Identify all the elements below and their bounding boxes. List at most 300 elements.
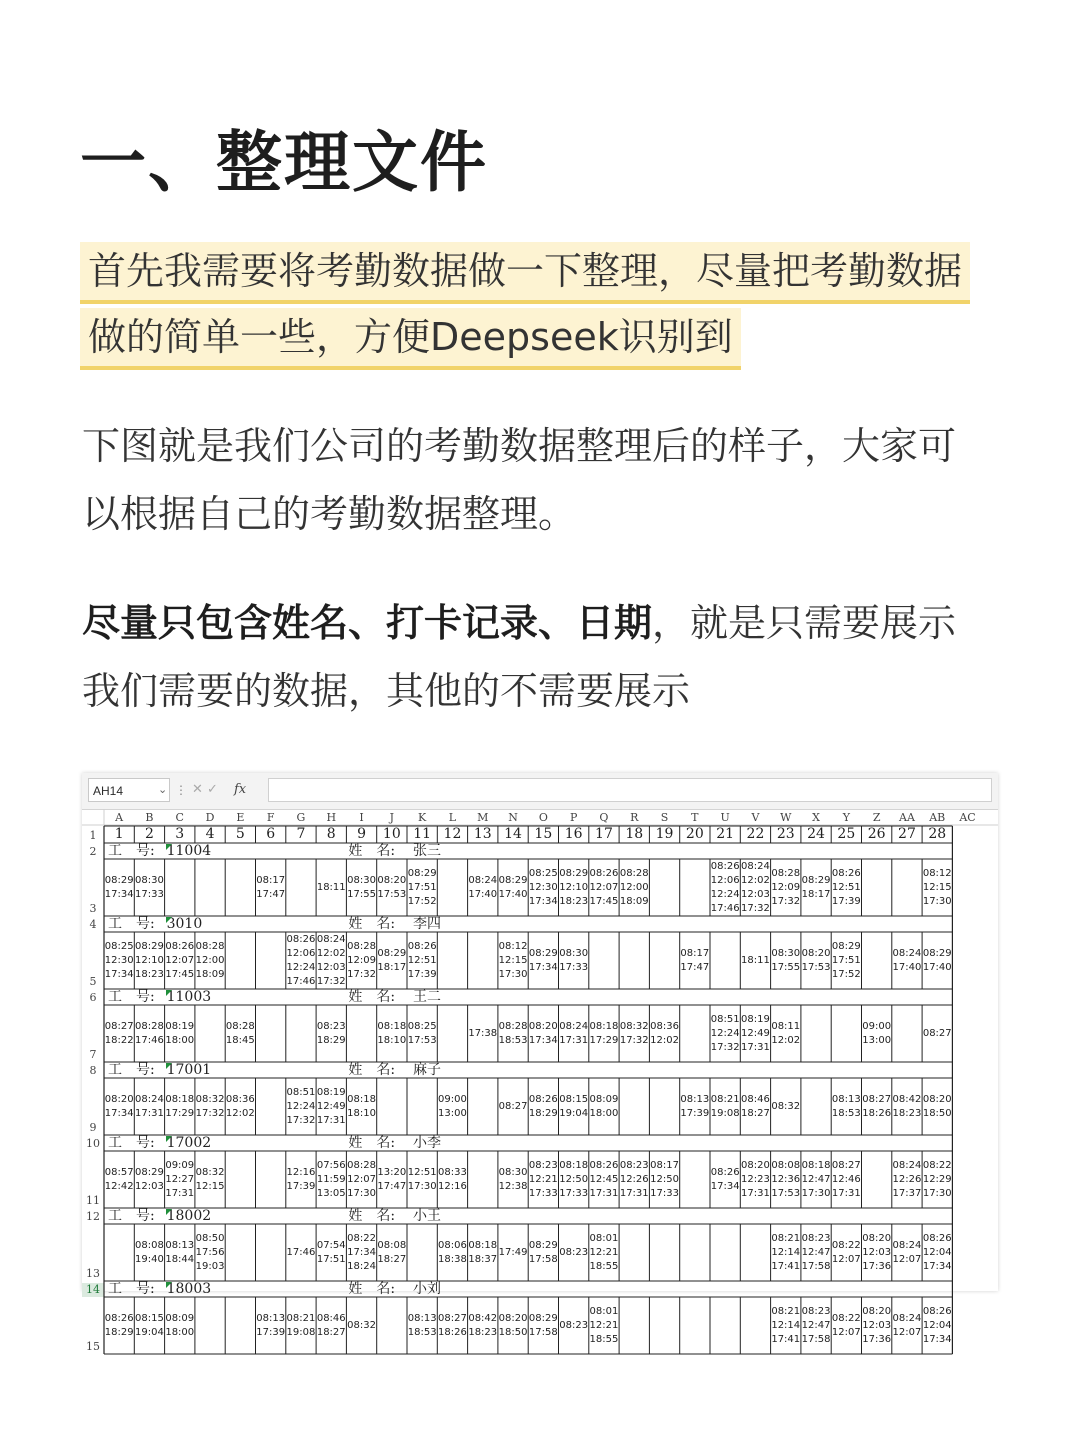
punch-cell[interactable] bbox=[316, 1151, 346, 1208]
punch-cell[interactable] bbox=[862, 1224, 892, 1281]
punch-time: 12:50 bbox=[650, 1173, 679, 1185]
punch-cell[interactable] bbox=[195, 1151, 225, 1208]
punch-time: 17:40 bbox=[498, 888, 528, 900]
row-number[interactable]: 12 bbox=[86, 1210, 100, 1223]
punch-time: 12:07 bbox=[892, 1253, 922, 1265]
column-header-l[interactable]: L bbox=[448, 811, 457, 824]
punch-cell[interactable] bbox=[407, 1151, 437, 1208]
chevron-down-icon[interactable]: ⌄ bbox=[158, 783, 168, 796]
punch-cell[interactable] bbox=[559, 1224, 589, 1281]
more-options-icon[interactable]: ⋮ bbox=[175, 783, 187, 797]
punch-cell[interactable] bbox=[559, 1297, 589, 1354]
punch-time: 17:30 bbox=[922, 895, 952, 907]
column-header-q[interactable]: Q bbox=[599, 811, 609, 824]
row-number[interactable]: 3 bbox=[89, 902, 97, 915]
punch-time: 12:24 bbox=[286, 1100, 316, 1112]
punch-cell[interactable] bbox=[740, 932, 770, 989]
punch-cell[interactable] bbox=[407, 1005, 437, 1062]
punch-time: 17:49 bbox=[498, 1246, 528, 1258]
punch-cell[interactable] bbox=[346, 1151, 376, 1208]
employee-id-value[interactable]: 18003 bbox=[166, 1281, 212, 1297]
punch-cell[interactable] bbox=[589, 859, 619, 916]
row-number[interactable]: 10 bbox=[86, 1137, 100, 1150]
punch-cell[interactable] bbox=[195, 1078, 225, 1135]
punch-cell[interactable] bbox=[801, 932, 831, 989]
column-header-x[interactable]: X bbox=[812, 811, 820, 824]
column-header-h[interactable]: H bbox=[326, 811, 337, 824]
punch-time: 12:46 bbox=[831, 1173, 861, 1185]
punch-time: 12:00 bbox=[619, 881, 649, 893]
punch-cell[interactable] bbox=[892, 1224, 922, 1281]
punch-cell[interactable] bbox=[862, 1297, 892, 1354]
row-number[interactable]: 9 bbox=[89, 1121, 97, 1134]
punch-time: 12:21 bbox=[528, 1173, 558, 1185]
punch-cell[interactable] bbox=[468, 1224, 498, 1281]
punch-time: 08:09 bbox=[589, 1093, 619, 1105]
punch-cell[interactable] bbox=[407, 932, 437, 989]
punch-cell[interactable] bbox=[559, 859, 589, 916]
punch-cell[interactable] bbox=[831, 932, 861, 989]
punch-cell[interactable] bbox=[559, 1151, 589, 1208]
day-number[interactable]: 1 bbox=[114, 826, 124, 842]
employee-name-value[interactable]: 小刘 bbox=[413, 1281, 441, 1297]
punch-time: 08:30 bbox=[347, 874, 376, 886]
punch-cell[interactable] bbox=[922, 932, 952, 989]
punch-cell[interactable] bbox=[316, 1005, 346, 1062]
column-header-ac[interactable]: AC bbox=[959, 811, 976, 824]
punch-cell[interactable] bbox=[407, 1297, 437, 1354]
punch-cell[interactable] bbox=[286, 932, 316, 989]
punch-time: 18:27 bbox=[316, 1326, 346, 1338]
row-number[interactable]: 2 bbox=[89, 845, 97, 858]
day-number[interactable]: 27 bbox=[898, 826, 916, 842]
punch-cell[interactable] bbox=[528, 859, 558, 916]
punch-cell[interactable] bbox=[104, 1297, 134, 1354]
day-number[interactable]: 12 bbox=[443, 826, 462, 842]
employee-id-value[interactable]: 18002 bbox=[166, 1208, 212, 1224]
punch-cell[interactable] bbox=[589, 1151, 619, 1208]
punch-cell[interactable] bbox=[710, 1078, 740, 1135]
punch-cell[interactable] bbox=[346, 1224, 376, 1281]
punch-time: 18:23 bbox=[468, 1326, 498, 1338]
punch-time: 17:31 bbox=[589, 1187, 619, 1199]
column-header-y[interactable]: Y bbox=[842, 811, 850, 824]
punch-cell[interactable] bbox=[104, 859, 134, 916]
punch-cell[interactable] bbox=[104, 932, 134, 989]
punch-cell[interactable] bbox=[165, 1297, 195, 1354]
punch-time: 12:02 bbox=[771, 1034, 801, 1046]
punch-cell[interactable] bbox=[195, 932, 225, 989]
punch-time: 08:27 bbox=[498, 1100, 528, 1112]
punch-cell[interactable] bbox=[498, 1078, 528, 1135]
punch-cell[interactable] bbox=[922, 1078, 952, 1135]
punch-cell[interactable] bbox=[286, 1151, 316, 1208]
punch-cell[interactable] bbox=[892, 1078, 922, 1135]
day-number[interactable]: 16 bbox=[564, 826, 583, 842]
row-number[interactable]: 13 bbox=[86, 1267, 100, 1280]
row-number[interactable]: 6 bbox=[89, 991, 97, 1004]
punch-time: 08:26 bbox=[922, 1232, 952, 1244]
punch-cell[interactable] bbox=[831, 859, 861, 916]
column-header-z[interactable]: Z bbox=[872, 811, 881, 824]
column-header-o[interactable]: O bbox=[538, 811, 548, 824]
punch-cell[interactable] bbox=[528, 932, 558, 989]
day-number[interactable]: 9 bbox=[357, 826, 366, 842]
punch-time: 08:12 bbox=[498, 940, 528, 952]
column-header-n[interactable]: N bbox=[508, 811, 518, 824]
row-number[interactable]: 7 bbox=[89, 1048, 97, 1061]
punch-cell[interactable] bbox=[680, 932, 710, 989]
employee-name-label[interactable]: 姓 名: bbox=[348, 989, 396, 1005]
employee-name-label[interactable]: 姓 名: bbox=[348, 1281, 396, 1297]
employee-id-label[interactable]: 工 号: bbox=[108, 916, 155, 932]
day-number[interactable]: 26 bbox=[867, 826, 886, 842]
employee-id-value[interactable]: 11004 bbox=[166, 843, 212, 859]
punch-cell[interactable] bbox=[134, 1151, 164, 1208]
punch-cell[interactable] bbox=[468, 1297, 498, 1354]
employee-id-label[interactable]: 工 号: bbox=[108, 1062, 155, 1078]
punch-time: 08:20 bbox=[498, 1312, 528, 1324]
punch-cell[interactable] bbox=[710, 1005, 740, 1062]
row-number[interactable]: 1 bbox=[89, 829, 97, 842]
employee-name-value[interactable]: 麻子 bbox=[413, 1062, 441, 1078]
punch-time: 08:27 bbox=[862, 1093, 892, 1105]
employee-name-value[interactable]: 王二 bbox=[413, 989, 441, 1005]
punch-cell[interactable] bbox=[165, 1151, 195, 1208]
punch-cell[interactable] bbox=[922, 859, 952, 916]
punch-time: 18:29 bbox=[316, 1034, 346, 1046]
column-header-w[interactable]: W bbox=[780, 811, 792, 824]
punch-cell[interactable] bbox=[801, 859, 831, 916]
punch-cell[interactable] bbox=[316, 932, 346, 989]
punch-time: 17:31 bbox=[135, 1107, 164, 1119]
punch-time: 08:29 bbox=[528, 947, 558, 959]
punch-cell[interactable] bbox=[892, 932, 922, 989]
punch-cell[interactable] bbox=[134, 1005, 164, 1062]
cancel-confirm-icons[interactable]: ✕ ✓ bbox=[192, 782, 218, 797]
punch-time: 18:23 bbox=[892, 1107, 922, 1119]
employee-name-value[interactable]: 张三 bbox=[413, 843, 441, 859]
column-header-v[interactable]: V bbox=[751, 811, 760, 824]
punch-cell[interactable] bbox=[922, 1151, 952, 1208]
punch-cell[interactable] bbox=[498, 859, 528, 916]
employee-id-label[interactable]: 工 号: bbox=[108, 989, 155, 1005]
employee-name-value[interactable]: 李四 bbox=[413, 916, 441, 932]
employee-name-value[interactable]: 小王 bbox=[413, 1208, 441, 1224]
employee-id-label[interactable]: 工 号: bbox=[108, 843, 155, 859]
punch-time: 08:26 bbox=[710, 860, 740, 872]
punch-cell[interactable] bbox=[740, 1151, 770, 1208]
employee-id-value[interactable]: 17001 bbox=[166, 1062, 212, 1078]
punch-cell[interactable] bbox=[528, 1078, 558, 1135]
column-header-s[interactable]: S bbox=[660, 811, 669, 824]
punch-cell[interactable] bbox=[316, 1224, 346, 1281]
punch-cell[interactable] bbox=[498, 932, 528, 989]
row-number[interactable]: 15 bbox=[86, 1340, 100, 1353]
employee-id-label[interactable]: 工 号: bbox=[108, 1135, 155, 1151]
employee-id-value[interactable]: 11003 bbox=[166, 989, 212, 1005]
punch-time: 08:26 bbox=[104, 1312, 134, 1324]
punch-time: 08:28 bbox=[135, 1020, 164, 1032]
punch-cell[interactable] bbox=[134, 859, 164, 916]
punch-cell[interactable] bbox=[225, 1078, 255, 1135]
punch-cell[interactable] bbox=[437, 1078, 467, 1135]
punch-cell[interactable] bbox=[377, 1224, 407, 1281]
number-as-text-indicator bbox=[166, 1063, 172, 1069]
column-header-t[interactable]: T bbox=[691, 811, 699, 824]
punch-cell[interactable] bbox=[831, 1151, 861, 1208]
column-header-b[interactable]: B bbox=[145, 811, 154, 824]
day-number[interactable]: 10 bbox=[382, 826, 401, 842]
punch-cell[interactable] bbox=[134, 1078, 164, 1135]
punch-time: 19:08 bbox=[286, 1326, 316, 1338]
punch-cell[interactable] bbox=[225, 1005, 255, 1062]
punch-cell[interactable] bbox=[771, 932, 801, 989]
punch-cell[interactable] bbox=[468, 1005, 498, 1062]
day-number[interactable]: 15 bbox=[534, 826, 553, 842]
day-number[interactable]: 14 bbox=[504, 826, 522, 842]
day-number[interactable]: 18 bbox=[625, 826, 644, 842]
punch-cell[interactable] bbox=[740, 859, 770, 916]
punch-cell[interactable] bbox=[498, 1224, 528, 1281]
punch-cell[interactable] bbox=[589, 1224, 619, 1281]
punch-cell[interactable] bbox=[437, 1151, 467, 1208]
punch-time: 08:20 bbox=[862, 1232, 892, 1244]
column-header-a[interactable]: A bbox=[115, 811, 124, 824]
punch-time: 08:19 bbox=[165, 1020, 195, 1032]
punch-cell[interactable] bbox=[407, 859, 437, 916]
employee-name-value[interactable]: 小李 bbox=[413, 1135, 441, 1151]
punch-cell[interactable] bbox=[346, 1297, 376, 1354]
column-header-i[interactable]: I bbox=[359, 811, 364, 824]
punch-time: 08:13 bbox=[831, 1093, 861, 1105]
day-number[interactable]: 2 bbox=[144, 826, 154, 842]
punch-time: 17:53 bbox=[407, 1034, 437, 1046]
punch-cell[interactable] bbox=[619, 1005, 649, 1062]
employee-name-label[interactable]: 姓 名: bbox=[348, 1062, 396, 1078]
employee-name-label[interactable]: 姓 名: bbox=[348, 843, 396, 859]
punch-time: 17:31 bbox=[165, 1187, 195, 1199]
punch-time: 18:55 bbox=[589, 1333, 619, 1345]
employee-id-label[interactable]: 工 号: bbox=[108, 1281, 155, 1297]
column-header-aa[interactable]: AA bbox=[899, 811, 915, 824]
punch-cell[interactable] bbox=[528, 1151, 558, 1208]
day-number[interactable]: 11 bbox=[413, 826, 432, 842]
column-header-j[interactable]: J bbox=[389, 811, 395, 824]
punch-time: 18:11 bbox=[316, 881, 346, 893]
punch-cell[interactable] bbox=[104, 1151, 134, 1208]
punch-cell[interactable] bbox=[771, 1151, 801, 1208]
punch-cell[interactable] bbox=[862, 1005, 892, 1062]
punch-time: 12:04 bbox=[922, 1246, 952, 1258]
day-number[interactable]: 13 bbox=[473, 826, 492, 842]
punch-cell[interactable] bbox=[316, 859, 346, 916]
punch-time: 17:55 bbox=[347, 888, 376, 900]
punch-cell[interactable] bbox=[377, 859, 407, 916]
punch-time: 08:18 bbox=[347, 1093, 376, 1105]
punch-cell[interactable] bbox=[740, 1078, 770, 1135]
day-number[interactable]: 23 bbox=[776, 826, 795, 842]
day-number[interactable]: 6 bbox=[266, 826, 276, 842]
punch-cell[interactable] bbox=[346, 932, 376, 989]
punch-cell[interactable] bbox=[771, 859, 801, 916]
day-number[interactable]: 7 bbox=[296, 826, 306, 842]
punch-cell[interactable] bbox=[771, 1224, 801, 1281]
punch-cell[interactable] bbox=[680, 1078, 710, 1135]
punch-cell[interactable] bbox=[104, 1005, 134, 1062]
punch-time: 17:39 bbox=[256, 1326, 286, 1338]
day-number[interactable]: 20 bbox=[685, 826, 704, 842]
punch-time: 12:09 bbox=[771, 881, 801, 893]
punch-cell[interactable] bbox=[437, 1297, 467, 1354]
punch-cell[interactable] bbox=[528, 1297, 558, 1354]
punch-time: 17:46 bbox=[135, 1034, 164, 1046]
punch-cell[interactable] bbox=[377, 1005, 407, 1062]
punch-cell[interactable] bbox=[892, 1151, 922, 1208]
punch-cell[interactable] bbox=[498, 1151, 528, 1208]
punch-cell[interactable] bbox=[256, 1297, 286, 1354]
punch-cell[interactable] bbox=[649, 1005, 679, 1062]
punch-cell[interactable] bbox=[316, 1297, 346, 1354]
punch-cell[interactable] bbox=[922, 1005, 952, 1062]
punch-time: 08:18 bbox=[801, 1159, 831, 1171]
day-number[interactable]: 17 bbox=[595, 826, 613, 842]
punch-time: 17:34 bbox=[528, 1034, 558, 1046]
punch-cell[interactable] bbox=[771, 1005, 801, 1062]
day-number[interactable]: 4 bbox=[205, 826, 215, 842]
column-header-u[interactable]: U bbox=[720, 811, 730, 824]
punch-cell[interactable] bbox=[649, 1151, 679, 1208]
punch-cell[interactable] bbox=[619, 1151, 649, 1208]
name-box[interactable]: AH14 bbox=[88, 778, 170, 802]
punch-time: 08:28 bbox=[347, 940, 376, 952]
employee-name-label[interactable]: 姓 名: bbox=[348, 1135, 396, 1151]
punch-time: 17:40 bbox=[468, 888, 498, 900]
column-header-k[interactable]: K bbox=[418, 811, 427, 824]
punch-time: 08:28 bbox=[195, 940, 225, 952]
column-header-p[interactable]: P bbox=[569, 811, 578, 824]
punch-cell[interactable] bbox=[922, 1224, 952, 1281]
column-header-ab[interactable]: AB bbox=[929, 811, 946, 824]
employee-name-label[interactable]: 姓 名: bbox=[348, 916, 396, 932]
row-number[interactable]: 4 bbox=[89, 918, 97, 931]
punch-cell[interactable] bbox=[134, 1224, 164, 1281]
punch-cell[interactable] bbox=[862, 1078, 892, 1135]
day-number[interactable]: 21 bbox=[716, 826, 735, 842]
insert-function-button[interactable]: fx bbox=[234, 782, 247, 797]
day-number[interactable]: 8 bbox=[326, 826, 336, 842]
punch-cell[interactable] bbox=[468, 859, 498, 916]
punch-cell[interactable] bbox=[346, 1078, 376, 1135]
column-header-f[interactable]: F bbox=[266, 811, 275, 824]
punch-time: 17:34 bbox=[528, 895, 558, 907]
punch-time: 12:07 bbox=[831, 1326, 861, 1338]
punch-cell[interactable] bbox=[165, 1224, 195, 1281]
day-number[interactable]: 5 bbox=[235, 826, 245, 842]
column-header-r[interactable]: R bbox=[630, 811, 639, 824]
punch-cell[interactable] bbox=[377, 932, 407, 989]
punch-cell[interactable] bbox=[528, 1005, 558, 1062]
day-number[interactable]: 22 bbox=[746, 826, 765, 842]
punch-cell[interactable] bbox=[286, 1224, 316, 1281]
punch-cell[interactable] bbox=[771, 1078, 801, 1135]
punch-time: 08:19 bbox=[316, 1086, 346, 1098]
column-header-m[interactable]: M bbox=[477, 811, 489, 824]
punch-cell[interactable] bbox=[831, 1078, 861, 1135]
punch-time: 12:49 bbox=[316, 1100, 346, 1112]
day-number[interactable]: 25 bbox=[837, 826, 856, 842]
column-header-d[interactable]: D bbox=[205, 811, 215, 824]
punch-cell[interactable] bbox=[831, 1224, 861, 1281]
punch-cell[interactable] bbox=[528, 1224, 558, 1281]
punch-cell[interactable] bbox=[589, 1297, 619, 1354]
punch-cell[interactable] bbox=[498, 1297, 528, 1354]
punch-cell[interactable] bbox=[104, 1078, 134, 1135]
column-header-e[interactable]: E bbox=[236, 811, 245, 824]
punch-cell[interactable] bbox=[710, 1151, 740, 1208]
punch-cell[interactable] bbox=[710, 859, 740, 916]
row-number[interactable]: 14 bbox=[82, 1283, 104, 1297]
punch-cell[interactable] bbox=[377, 1151, 407, 1208]
punch-cell[interactable] bbox=[165, 932, 195, 989]
punch-cell[interactable] bbox=[892, 1297, 922, 1354]
employee-id-value[interactable]: 3010 bbox=[166, 916, 203, 932]
punch-cell[interactable] bbox=[771, 1297, 801, 1354]
day-number[interactable]: 3 bbox=[175, 826, 185, 842]
column-header-g[interactable]: G bbox=[296, 811, 306, 824]
punch-time: 08:51 bbox=[286, 1086, 316, 1098]
day-number[interactable]: 24 bbox=[807, 826, 825, 842]
punch-cell[interactable] bbox=[589, 1005, 619, 1062]
punch-cell[interactable] bbox=[831, 1297, 861, 1354]
punch-cell[interactable] bbox=[256, 859, 286, 916]
punch-cell[interactable] bbox=[801, 1151, 831, 1208]
punch-cell[interactable] bbox=[619, 859, 649, 916]
day-number[interactable]: 28 bbox=[928, 826, 947, 842]
punch-cell[interactable] bbox=[559, 1078, 589, 1135]
punch-cell[interactable] bbox=[801, 1224, 831, 1281]
punch-cell[interactable] bbox=[498, 1005, 528, 1062]
column-header-c[interactable]: C bbox=[175, 811, 184, 824]
punch-cell[interactable] bbox=[740, 1005, 770, 1062]
punch-cell[interactable] bbox=[286, 1297, 316, 1354]
punch-time: 08:28 bbox=[225, 1020, 255, 1032]
punch-cell[interactable] bbox=[165, 1005, 195, 1062]
punch-cell[interactable] bbox=[922, 1297, 952, 1354]
punch-time: 18:00 bbox=[589, 1107, 619, 1119]
punch-cell[interactable] bbox=[134, 1297, 164, 1354]
punch-cell[interactable] bbox=[286, 1078, 316, 1135]
punch-cell[interactable] bbox=[559, 1005, 589, 1062]
row-number[interactable]: 8 bbox=[89, 1064, 97, 1077]
employee-name-label[interactable]: 姓 名: bbox=[348, 1208, 396, 1224]
punch-cell[interactable] bbox=[316, 1078, 346, 1135]
punch-cell[interactable] bbox=[589, 1078, 619, 1135]
row-number[interactable]: 11 bbox=[86, 1194, 100, 1207]
punch-cell[interactable] bbox=[801, 1297, 831, 1354]
punch-cell[interactable] bbox=[195, 1224, 225, 1281]
punch-cell[interactable] bbox=[559, 932, 589, 989]
punch-time: 08:08 bbox=[377, 1239, 407, 1251]
punch-cell[interactable] bbox=[134, 932, 164, 989]
day-number[interactable]: 19 bbox=[655, 826, 674, 842]
employee-id-label[interactable]: 工 号: bbox=[108, 1208, 155, 1224]
punch-cell[interactable] bbox=[165, 1078, 195, 1135]
employee-id-value[interactable]: 17002 bbox=[166, 1135, 212, 1151]
punch-cell[interactable] bbox=[346, 859, 376, 916]
row-number[interactable]: 5 bbox=[89, 975, 97, 988]
punch-cell[interactable] bbox=[437, 1224, 467, 1281]
